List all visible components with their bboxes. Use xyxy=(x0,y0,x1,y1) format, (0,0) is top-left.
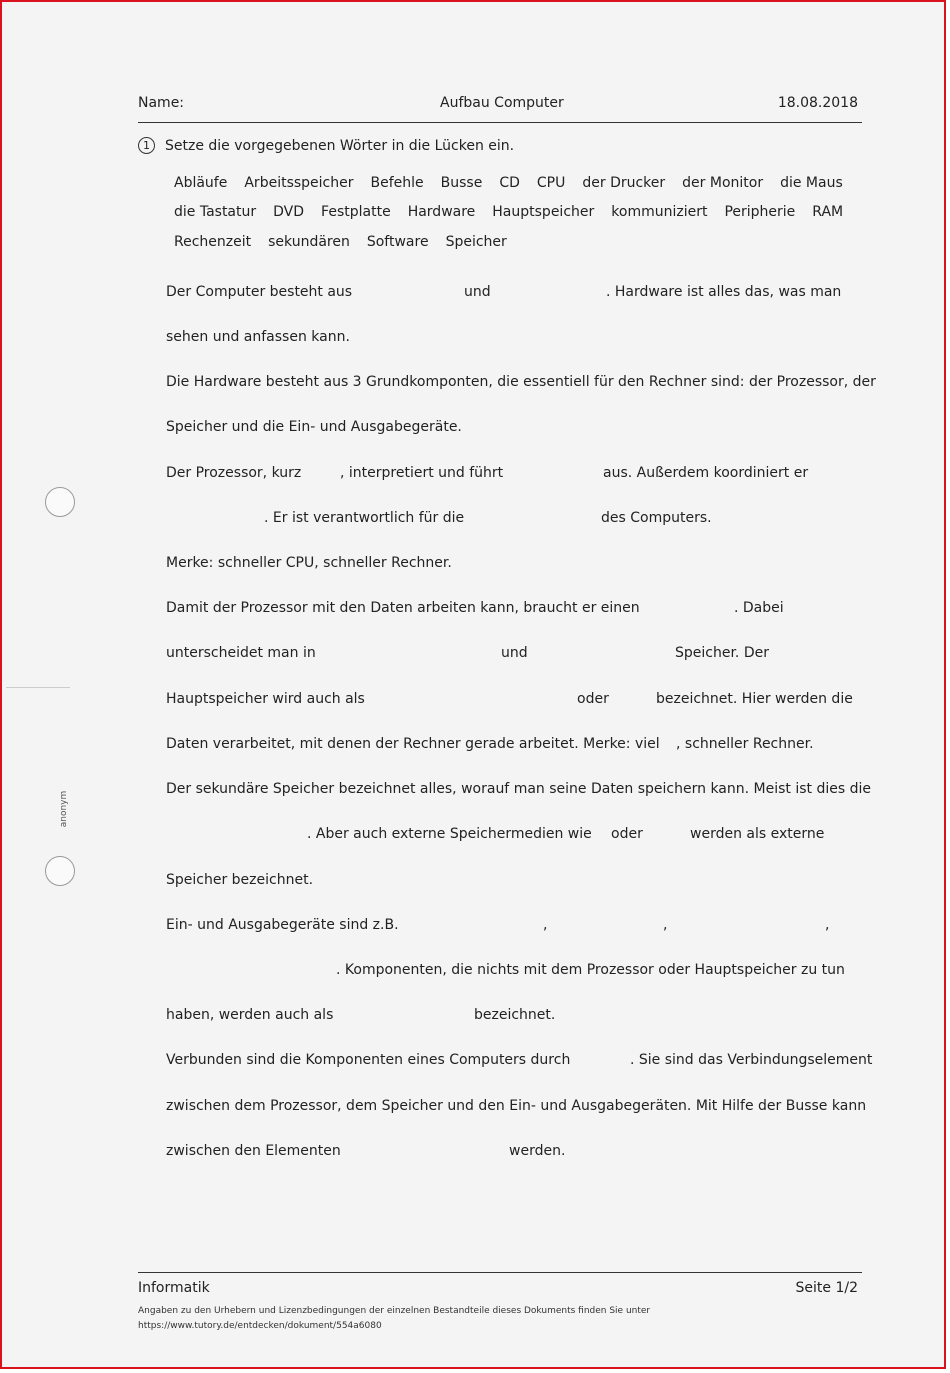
text-line: Ein- und Ausgabegeräte sind z.B. xyxy=(166,917,399,933)
task-heading xyxy=(138,137,514,154)
word-bank-item: der Monitor xyxy=(682,174,764,191)
name-label: Name: xyxy=(138,95,185,111)
footer-page-number: Seite 1/2 xyxy=(795,1280,858,1296)
word-bank-row xyxy=(174,198,854,228)
text-line: . Aber auch externe Speichermedien wie xyxy=(307,826,592,842)
blank-comma: , xyxy=(825,917,830,933)
worksheet-date: 18.08.2018 xyxy=(777,95,858,111)
text-line: aus. Außerdem koordiniert er xyxy=(603,465,809,481)
word-bank-item: Befehle xyxy=(370,174,424,191)
footer-credits: Angaben zu den Urhebern und Lizenzbedingungen der einzelnen Bestandteile dieses Dokuments finden Sie unter xyxy=(138,1306,651,1316)
word-bank-item: kommuniziert xyxy=(611,204,708,221)
text-line: Speicher. Der xyxy=(675,645,769,661)
text-line: und xyxy=(464,284,491,300)
word-bank-item: Festplatte xyxy=(321,204,391,221)
word-bank-item: sekundären xyxy=(268,233,350,250)
word-bank-item: die Tastatur xyxy=(174,204,257,221)
task-instruction: Setze die vorgegebenen Wörter in die Lücken ein. xyxy=(165,137,515,154)
text-line: haben, werden auch als xyxy=(166,1007,334,1023)
word-bank-item: der Drucker xyxy=(582,174,666,191)
text-line: sehen und anfassen kann. xyxy=(166,329,350,345)
word-bank-item: Abläufe xyxy=(174,174,228,191)
word-bank-item: Busse xyxy=(440,174,483,191)
word-bank-item: CD xyxy=(499,174,520,191)
text-line: des Computers. xyxy=(601,510,712,526)
word-bank-item: RAM xyxy=(812,204,844,221)
text-line: Speicher und die Ein- und Ausgabegeräte. xyxy=(166,419,462,435)
blank-comma: , xyxy=(543,917,548,933)
word-bank-item: Arbeitsspeicher xyxy=(244,174,354,191)
text-line: , interpretiert und führt xyxy=(340,465,504,481)
header-divider xyxy=(138,122,862,123)
text-line: unterscheidet man in xyxy=(166,645,316,661)
text-line: werden als externe xyxy=(690,826,825,842)
word-bank-item: die Maus xyxy=(780,174,843,191)
anonymous-label: anonym xyxy=(59,790,69,828)
word-bank xyxy=(174,168,854,257)
fold-mark xyxy=(6,687,70,688)
footer-divider xyxy=(138,1272,862,1273)
text-line: . Komponenten, die nichts mit dem Prozessor oder Hauptspeicher zu tun xyxy=(336,962,845,978)
text-line: Verbunden sind die Komponenten eines Computers durch xyxy=(166,1052,571,1068)
text-line: Der sekundäre Speicher bezeichnet alles, worauf man seine Daten speichern kann. Meist ist dies die xyxy=(166,781,871,797)
text-line: zwischen den Elementen xyxy=(166,1143,341,1159)
text-line: . Dabei xyxy=(734,600,784,616)
text-line: , schneller Rechner. xyxy=(676,736,814,752)
text-line: Damit der Prozessor mit den Daten arbeiten kann, braucht er einen xyxy=(166,600,640,616)
worksheet-title: Aufbau Computer xyxy=(440,95,564,111)
text-line: oder xyxy=(577,691,609,707)
text-line: und xyxy=(501,645,528,661)
word-bank-item: Rechenzeit xyxy=(174,233,252,250)
text-line: . Hardware ist alles das, was man xyxy=(606,284,842,300)
text-line: Hauptspeicher wird auch als xyxy=(166,691,365,707)
text-line: Der Computer besteht aus xyxy=(166,284,353,300)
text-line: werden. xyxy=(509,1143,566,1159)
word-bank-item: Hardware xyxy=(407,204,476,221)
text-line: Der Prozessor, kurz xyxy=(166,465,302,481)
word-bank-item: DVD xyxy=(273,204,305,221)
word-bank-item: Software xyxy=(366,233,429,250)
text-line: oder xyxy=(611,826,643,842)
text-line: bezeichnet. Hier werden die xyxy=(656,691,853,707)
text-line: . Sie sind das Verbindungselement xyxy=(630,1052,873,1068)
text-line: Merke: schneller CPU, schneller Rechner. xyxy=(166,555,452,571)
word-bank-item: Speicher xyxy=(445,233,507,250)
text-line: Speicher bezeichnet. xyxy=(166,872,314,888)
footer-subject: Informatik xyxy=(138,1280,210,1296)
text-line: bezeichnet. xyxy=(474,1007,556,1023)
task-number-badge: 1 xyxy=(138,137,155,154)
word-bank-row xyxy=(174,227,854,257)
word-bank-item: Hauptspeicher xyxy=(492,204,595,221)
word-bank-item: CPU xyxy=(536,174,566,191)
text-line: Daten verarbeitet, mit denen der Rechner gerade arbeitet. Merke: viel xyxy=(166,736,660,752)
text-line: Die Hardware besteht aus 3 Grundkomponten, die essentiell für den Rechner sind: der Prozessor, der xyxy=(166,374,876,390)
blank-comma: , xyxy=(663,917,668,933)
text-line: zwischen dem Prozessor, dem Speicher und den Ein- und Ausgabegeräten. Mit Hilfe der Busse kann xyxy=(166,1098,867,1114)
punch-hole xyxy=(45,856,75,886)
footer-credits-url[interactable]: https://www.tutory.de/entdecken/dokument/554a6080 xyxy=(138,1321,382,1331)
text-line: . Er ist verantwortlich für die xyxy=(264,510,465,526)
word-bank-item: Peripherie xyxy=(724,204,796,221)
punch-hole xyxy=(45,487,75,517)
word-bank-row xyxy=(174,168,854,198)
